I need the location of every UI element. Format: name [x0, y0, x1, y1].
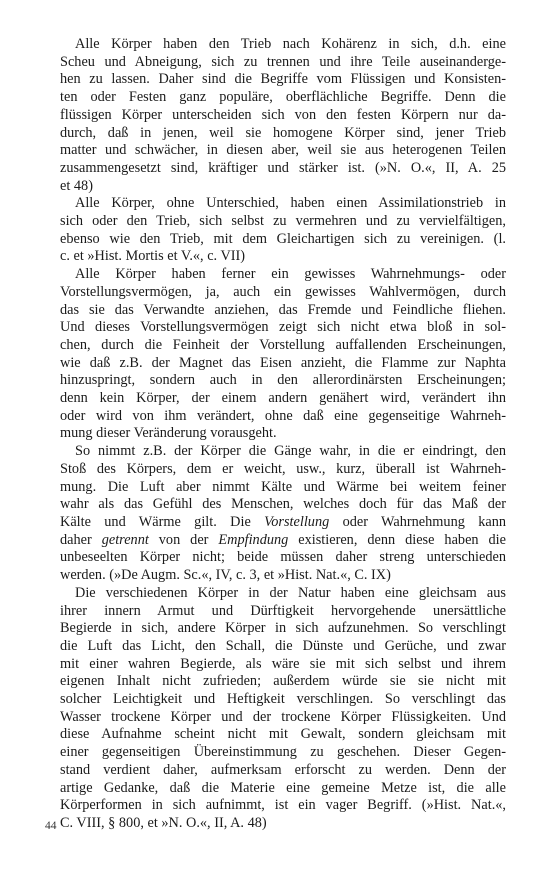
text-line: Alle Körper haben den Trieb nach Kohärenz in sich, d.h. eine: [75, 36, 506, 52]
paragraph: [45, 266, 506, 443]
text-line: wie daß z.B. der Magnet das Eisen anzieht, die Flamme zur Naphta: [60, 354, 506, 371]
page-number: 44: [45, 820, 57, 832]
text-line: Begierde in sich, andere Körper in sich aufzunehmen. So verschlingt: [60, 620, 506, 637]
text-line: ebenso wie den Trieb, mit dem Gleichartigen sich zu vereinigen. (l.: [60, 230, 506, 247]
page-body: [45, 36, 506, 833]
text-line: unbeseelten Körper nicht; beide müssen daher streng unterschieden: [60, 549, 506, 566]
text-line: Kälte und Wärme gilt. Die Vorstellung oder Wahrnehmung kann: [60, 513, 506, 530]
paragraph: [45, 195, 506, 266]
text-line: oder wird von ihm verändert, ohne daß eine gegenseitige Wahrneh-: [60, 407, 506, 424]
text-line: c. et »Hist. Mortis et V.«, c. VII): [60, 248, 246, 265]
text-line: eigenen Inhalt nicht zufrieden; außerdem würde sie sie nicht mit: [60, 673, 506, 690]
text-line: sich oder den Trieb, sich selbst zu vermehren und zu vervielfältigen,: [60, 213, 506, 230]
text-line: Vorstellungsvermögen, ja, auch ein gewisses Wahlvermögen, durch: [60, 283, 506, 300]
text-line: So nimmt z.B. der Körper die Gänge wahr, in die er eindringt, den: [75, 443, 506, 460]
text-line: das sie das Verwandte anziehen, das Fremde und Feindliche fliehen.: [60, 301, 506, 318]
text-line: zusammengesetzt sind, kräftiger und stärker ist. (»N. O.«, II, A. 25: [60, 159, 506, 176]
text-line: mung dieser Veränderung vorausgeht.: [60, 425, 277, 442]
text-line: wahr als das Gefühl des Menschen, welches doch für das Maß der: [60, 496, 506, 513]
paragraph: [45, 585, 506, 833]
text-line: diese Aufnahme scheint nicht mit Gewalt, sondern gleichsam mit: [60, 726, 506, 743]
text-line: Und dieses Vorstellungsvermögen zeigt sich nicht etwa bloß in sol-: [60, 319, 506, 336]
emphasis: getrennt: [101, 531, 149, 548]
text-line: Scheu und Abneigung, sich zu trennen und ihre Teile auseinanderge-: [60, 53, 506, 70]
paragraph: [45, 36, 506, 195]
text-line: stand verdient daher, aufmerksam erforscht zu werden. Denn der: [60, 761, 506, 778]
text-line: Körperformen in sich aufnimmt, ist ein vager Begriff. (»Hist. Nat.«,: [60, 797, 506, 814]
text-line: daher getrennt von der Empfindung existieren, denn diese haben die: [60, 531, 506, 548]
text-line: denn kein Körper, der einem andern genähert wird, verändert ihn: [60, 390, 506, 407]
text-line: hinzuspringt, sondern auch in den allerordinärsten Erscheinungen;: [60, 372, 506, 389]
emphasis: Vorstellung: [264, 513, 330, 530]
text-line: et 48): [60, 177, 93, 194]
text-line: ten oder Festen ganz populäre, oberflächliche Begriffe. Denn die: [60, 89, 506, 106]
text-line: Alle Körper haben ferner ein gewisses Wahrnehmungs- oder: [75, 266, 506, 283]
text-line: solcher Leichtigkeit und Heftigkeit verschlingen. So verschlingt das: [60, 691, 506, 708]
emphasis: Empfindung: [218, 531, 289, 548]
text-line: Wasser trockene Körper und der trockene Körper Flüssigkeiten. Und: [60, 708, 506, 725]
text-line: einer gegenseitigen Übereinstimmung zu geschehen. Dieser Gegen-: [60, 744, 506, 761]
paragraph: [45, 443, 506, 585]
text-line: die Luft das Licht, den Schall, die Dünste und Gerüche, und zwar: [60, 637, 506, 654]
text-line: durch, daß in jenen, weil sie homogene Körper sind, jener Trieb: [60, 124, 506, 141]
text-line: C. VIII, § 800, et »N. O.«, II, A. 48): [60, 814, 267, 831]
text-line: hen zu lassen. Daher sind die Begriffe vom Flüssigen und Konsisten-: [60, 71, 506, 88]
text-line: Die verschiedenen Körper in der Natur haben eine gleichsam aus: [75, 584, 506, 601]
text-line: matter und schwächer, in diesen aber, weil sie aus heterogenen Teilen: [60, 142, 506, 159]
text-line: werden. (»De Augm. Sc.«, IV, c. 3, et »Hist. Nat.«, C. IX): [60, 567, 391, 584]
text-line: ihrer innern Armut und Dürftigkeit hervorgehende unersättliche: [60, 602, 506, 619]
text-line: Alle Körper, ohne Unterschied, haben einen Assimilationstrieb in: [75, 195, 506, 212]
text-line: flüssigen Körper unterscheiden sich von den festen Körpern nur da-: [60, 106, 506, 123]
text-line: artige Gedanke, daß die Materie eine gemeine Metze ist, die alle: [60, 779, 506, 796]
text-line: chen, durch die Feinheit der Vorstellung auffallenden Erscheinungen,: [60, 336, 506, 353]
text-line: mit einer wahren Begierde, als wäre sie mit sich selbst und ihrem: [60, 655, 506, 672]
text-line: Stoß des Körpers, dem er weicht, usw., kurz, überall ist Wahrneh-: [60, 460, 506, 477]
text-line: mung. Die Luft aber nimmt Kälte und Wärme bei weitem feiner: [60, 478, 506, 495]
